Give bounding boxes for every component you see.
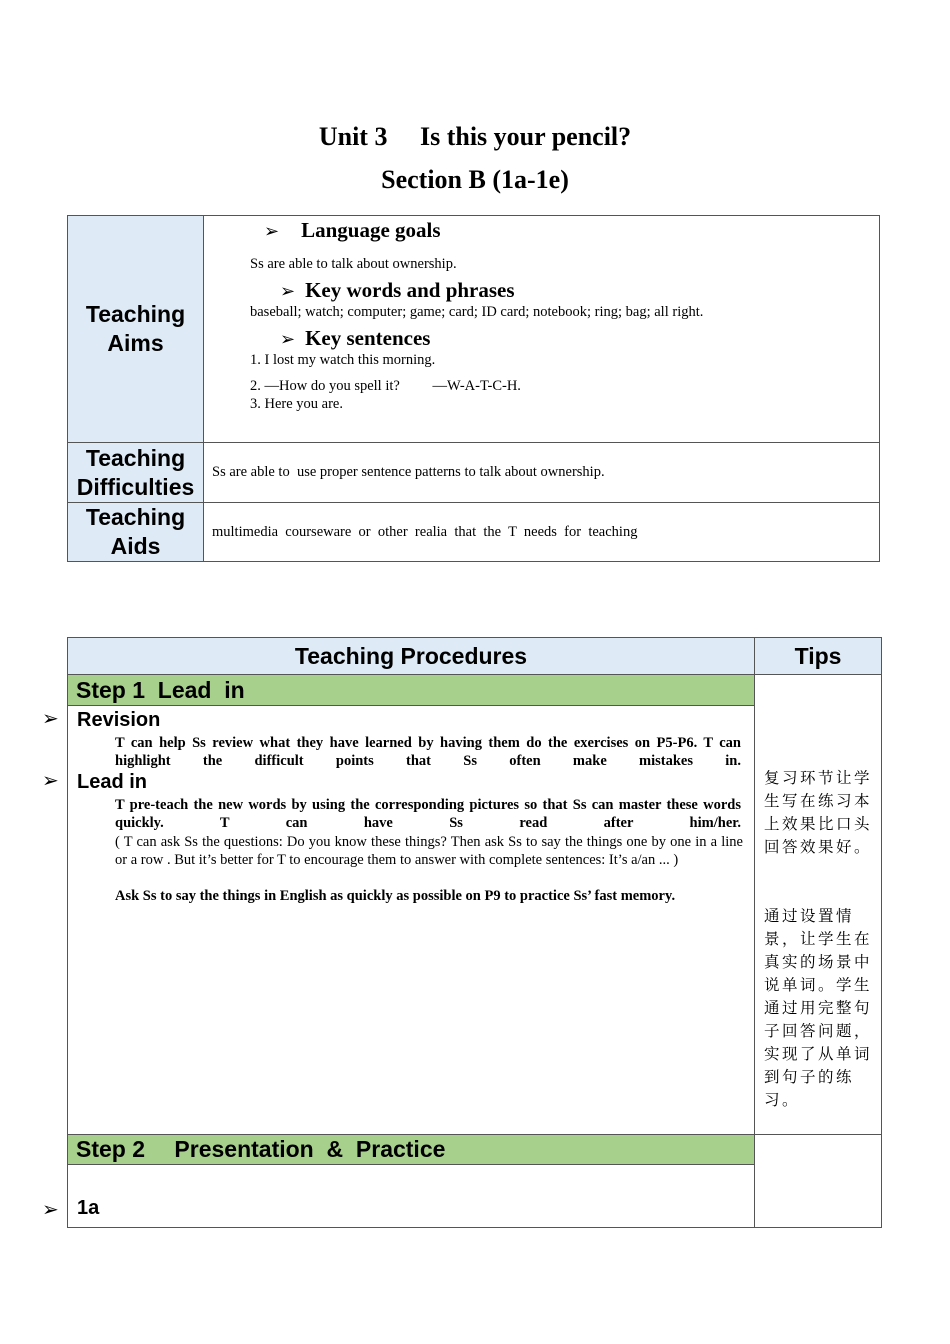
- teaching-aids-label: Teaching Aids: [68, 503, 204, 562]
- document-title: Unit 3 Is this your pencil?: [318, 122, 632, 151]
- tip-leadin: 通过设置情景，让学生在真实的场景中说单词。学生通过用完整句子回答问题，实现了从单词到句子的练习。: [764, 907, 873, 1109]
- teaching-aims-content: [204, 216, 880, 443]
- leadin-bullet-icon: ➢: [42, 768, 59, 792]
- step1-heading: Step 1 Lead in: [68, 675, 754, 706]
- revision-text: T can help Ss review what they have learned by having them do the exercises on P5-P6. T can highlight the difficult points that Ss often make mistakes in.: [115, 735, 741, 769]
- item-1a-bullet-icon: ➢: [42, 1197, 59, 1221]
- leadin-heading: Lead in: [77, 771, 148, 793]
- arrow-bullet-icon: ➢: [280, 281, 296, 302]
- revision-bullet-icon: ➢: [42, 706, 59, 730]
- sentence-2: 2. —How do you spell it? —W-A-T-C-H.: [250, 378, 521, 394]
- section-subtitle: Section B (1a-1e): [381, 165, 569, 194]
- item-1a: 1a: [77, 1197, 100, 1219]
- teaching-aids-text: multimedia courseware or other realia that the T needs for teaching: [204, 503, 880, 562]
- tips-header: Tips: [755, 638, 882, 675]
- leadin-text: T pre-teach the new words by using the corresponding pictures so that Ss can master these words quickly. T can have Ss read after him/her.: [115, 797, 741, 831]
- step2-tips-cell: [755, 1135, 882, 1228]
- revision-heading: Revision: [77, 709, 161, 731]
- teaching-difficulties-text: Ss are able to use proper sentence patterns to talk about ownership.: [204, 443, 880, 503]
- sentence-3: 3. Here you are.: [250, 396, 343, 412]
- step1-cell: [68, 675, 755, 1135]
- procedures-header: Teaching Procedures: [68, 638, 755, 675]
- step2-cell: [68, 1135, 755, 1228]
- leadin-note: ( T can ask Ss the questions: Do you know these things? Then ask Ss to say the things one by one in a line or a row . But it’s better for T to encourage them to answer with complete sentences: It’s a/an ... ): [115, 834, 743, 868]
- language-goals-text: Ss are able to talk about ownership.: [250, 256, 457, 272]
- tip-revision: 复习环节让学生写在练习本上效果比口头回答效果好。: [764, 769, 873, 856]
- step2-heading: Step 2 Presentation & Practice: [68, 1135, 754, 1165]
- arrow-bullet-icon: ➢: [280, 329, 296, 350]
- teaching-aims-table: [67, 215, 880, 562]
- key-words-heading: ➢ Key words and phrases: [280, 278, 515, 302]
- key-sentences-heading: ➢ Key sentences: [280, 326, 431, 350]
- sentence-1: 1. I lost my watch this morning.: [250, 352, 436, 368]
- teaching-difficulties-label: Teaching Difficulties: [68, 443, 204, 503]
- arrow-bullet-icon: ➢: [264, 221, 280, 242]
- teaching-aims-label: Teaching Aims: [68, 216, 204, 443]
- key-words-text: baseball; watch; computer; game; card; ID card; notebook; ring; bag; all right.: [250, 304, 704, 320]
- language-goals-heading: ➢ Language goals: [264, 218, 441, 242]
- leadin-practice-text: Ask Ss to say the things in English as quickly as possible on P9 to practice Ss’ fast memory.: [115, 888, 676, 904]
- step1-tips-cell: [755, 675, 882, 1135]
- teaching-procedures-table: [67, 637, 882, 1228]
